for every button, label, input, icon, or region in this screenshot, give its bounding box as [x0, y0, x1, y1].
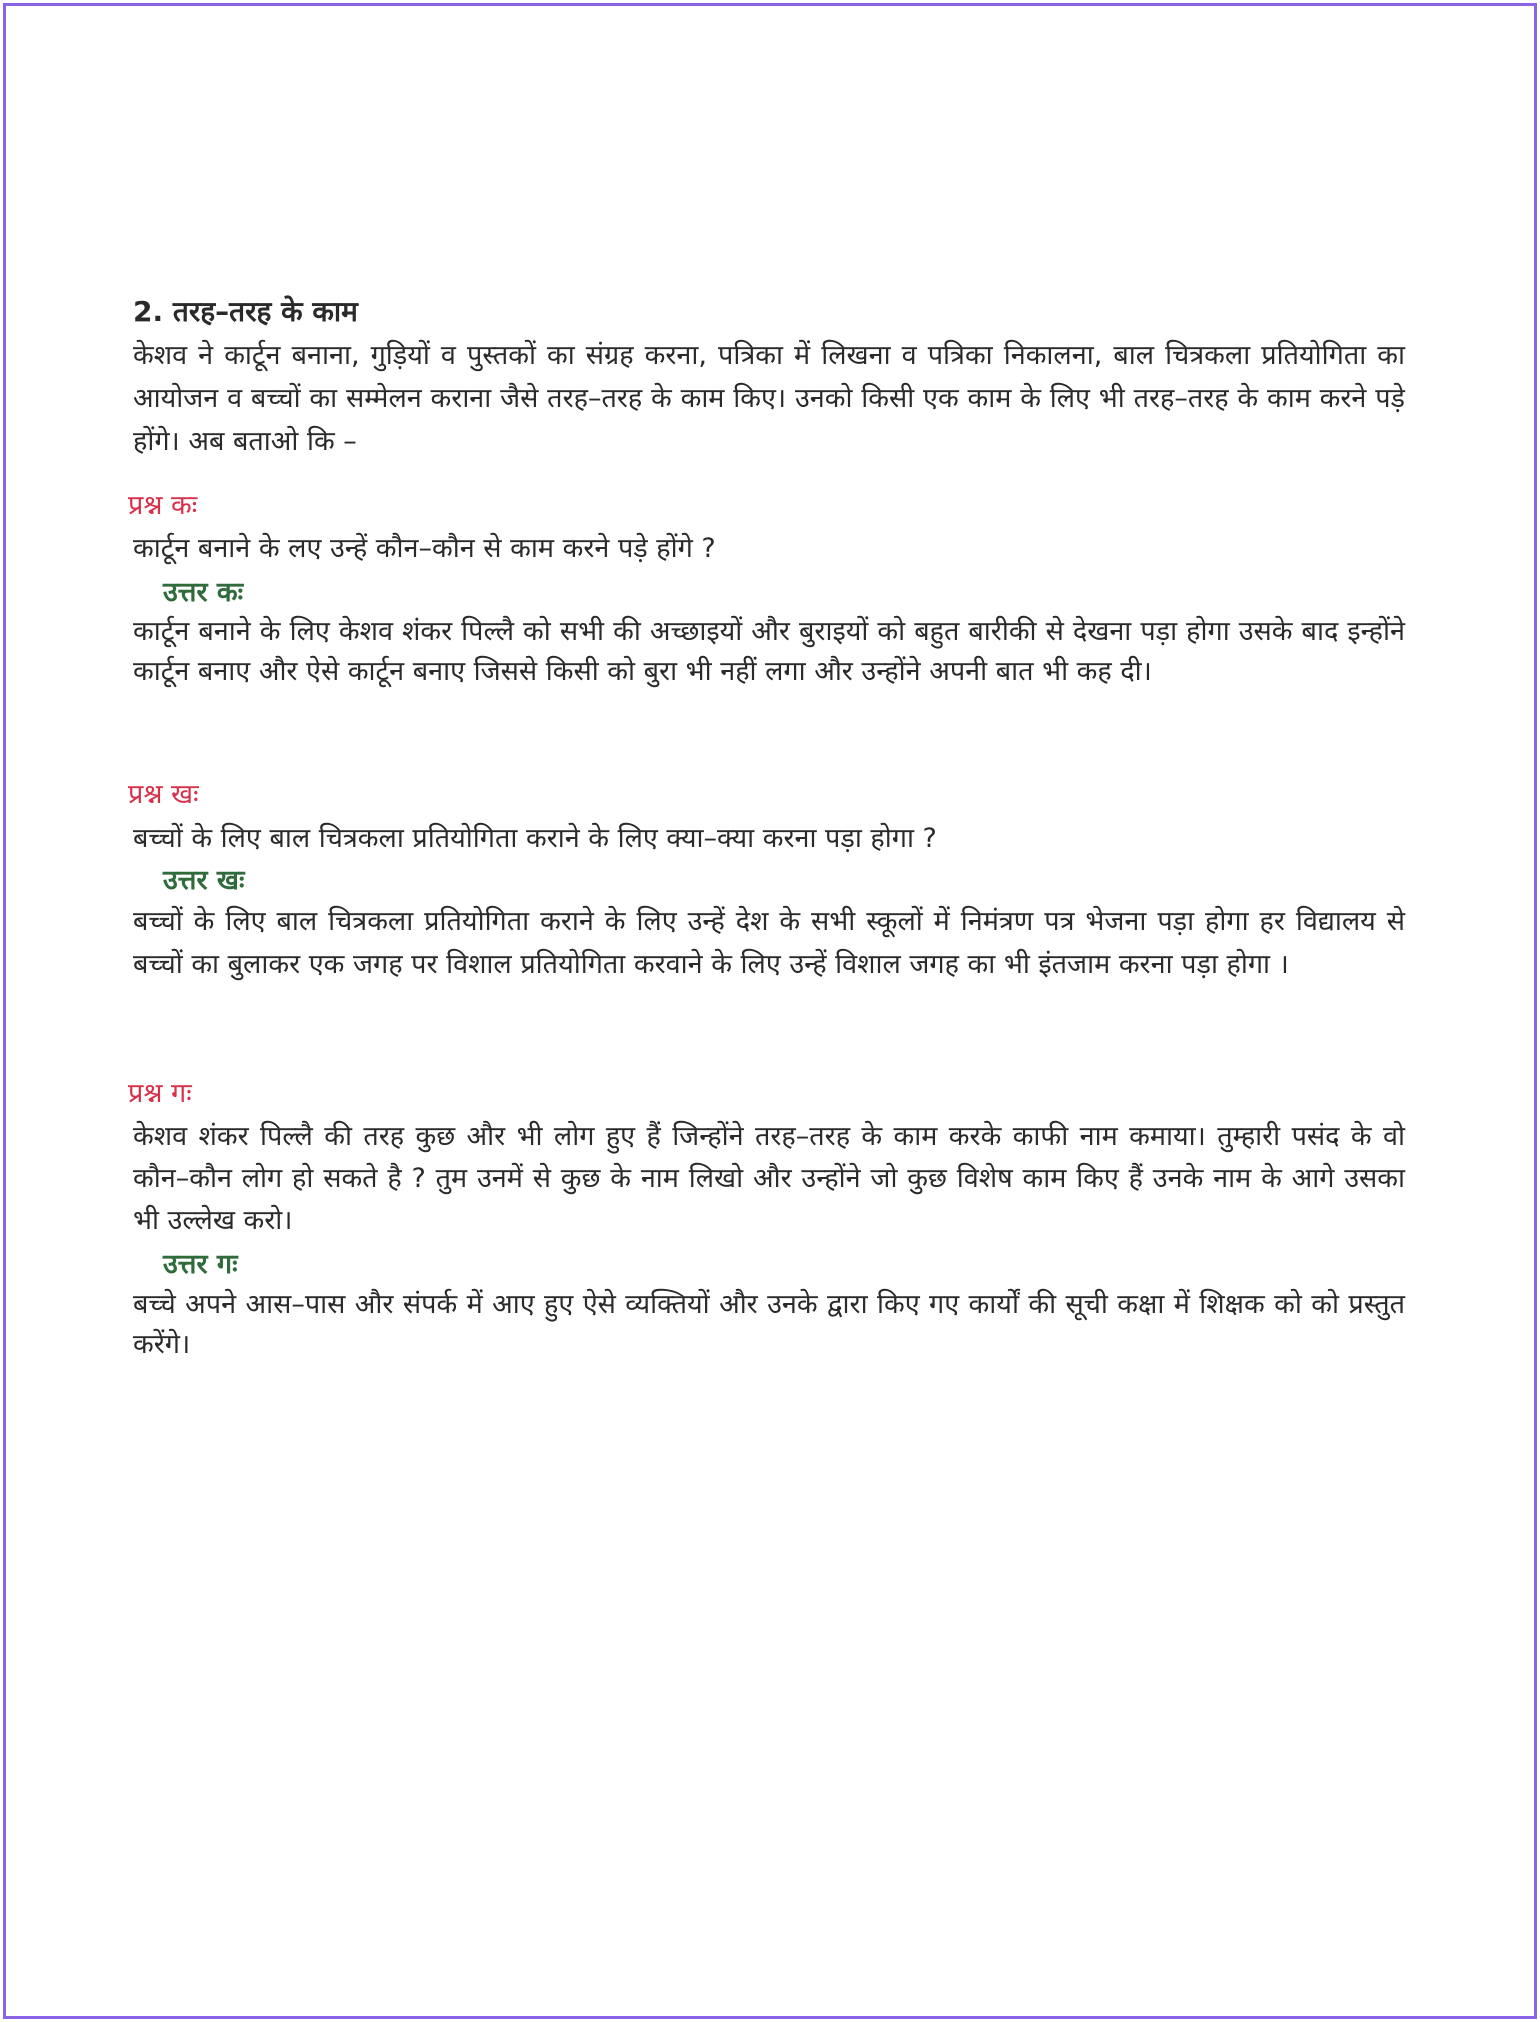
- question-kha: बच्चों के लिए बाल चित्रकला प्रतियोगिता कराने के लिए क्या–क्या करना पड़ा होगा ?: [133, 823, 937, 854]
- answer-ka: कार्टून बनाने के लिए केशव शंकर पिल्लै को सभी की अच्छाइयों और बुराइयों को बहुत बारीकी से देखना पड़ा होगा उसके बाद इन्होंने कार्टून बनाए और ऐसे कार्टून बनाए जिससे किसी को बुरा भी नहीं लगा और उन्होंने अपनी बात भी कह दी।: [133, 616, 1405, 687]
- question-ka: कार्टून बनाने के लए उन्हें कौन–कौन से काम करने पड़े होंगे ?: [133, 533, 716, 564]
- answer-kha: बच्चों के लिए बाल चित्रकला प्रतियोगिता कराने के लिए उन्हें देश के सभी स्कूलों में निमंत्रण पत्र भेजना पड़ा होगा हर विद्यालय से बच्चों का बुलाकर एक जगह पर विशाल प्रतियोगिता करवाने के लिए उन्हें विशाल जगह का भी इंतजाम करना पड़ा होगा ।: [133, 906, 1405, 980]
- answer-ga: बच्चे अपने आस–पास और संपर्क में आए हुए ऐसे व्यक्तियों और उनके द्वारा किए गए कार्यों की सूची कक्षा में शिक्षक को को प्रस्तुत करेंगे।: [133, 1289, 1405, 1360]
- question-label-ga: प्रश्न गः: [128, 1078, 192, 1109]
- answer-label-ga: उत्तर गः: [163, 1249, 238, 1280]
- answer-label-ka: उत्तर कः: [163, 577, 244, 608]
- question-label-ka: प्रश्न कः: [128, 490, 198, 521]
- section-title: 2. तरह–तरह के काम: [133, 295, 358, 328]
- question-label-kha: प्रश्न खः: [128, 779, 199, 810]
- answer-label-kha: उत्तर खः: [163, 865, 245, 896]
- question-ga: केशव शंकर पिल्लै की तरह कुछ और भी लोग हुए हैं जिन्होंने तरह–तरह के काम करके काफी नाम कमाया। तुम्हारी पसंद के वो कौन–कौन लोग हो सकते है ? तुम उनमें से कुछ के नाम लिखो और उन्होंने जो कुछ विशेष काम किए हैं उनके नाम के आगे उसका भी उल्लेख करो।: [133, 1121, 1405, 1236]
- intro-paragraph: केशव ने कार्टून बनाना, गुड़ियों व पुस्तकों का संग्रह करना, पत्रिका में लिखना व पत्रिका निकालना, बाल चित्रकला प्रतियोगिता का आयोजन व बच्चों का सम्मेलन कराना जैसे तरह–तरह के काम किए। उनको किसी एक काम के लिए भी तरह–तरह के काम करने पड़े होंगे। अब बताओ कि –: [133, 340, 1405, 457]
